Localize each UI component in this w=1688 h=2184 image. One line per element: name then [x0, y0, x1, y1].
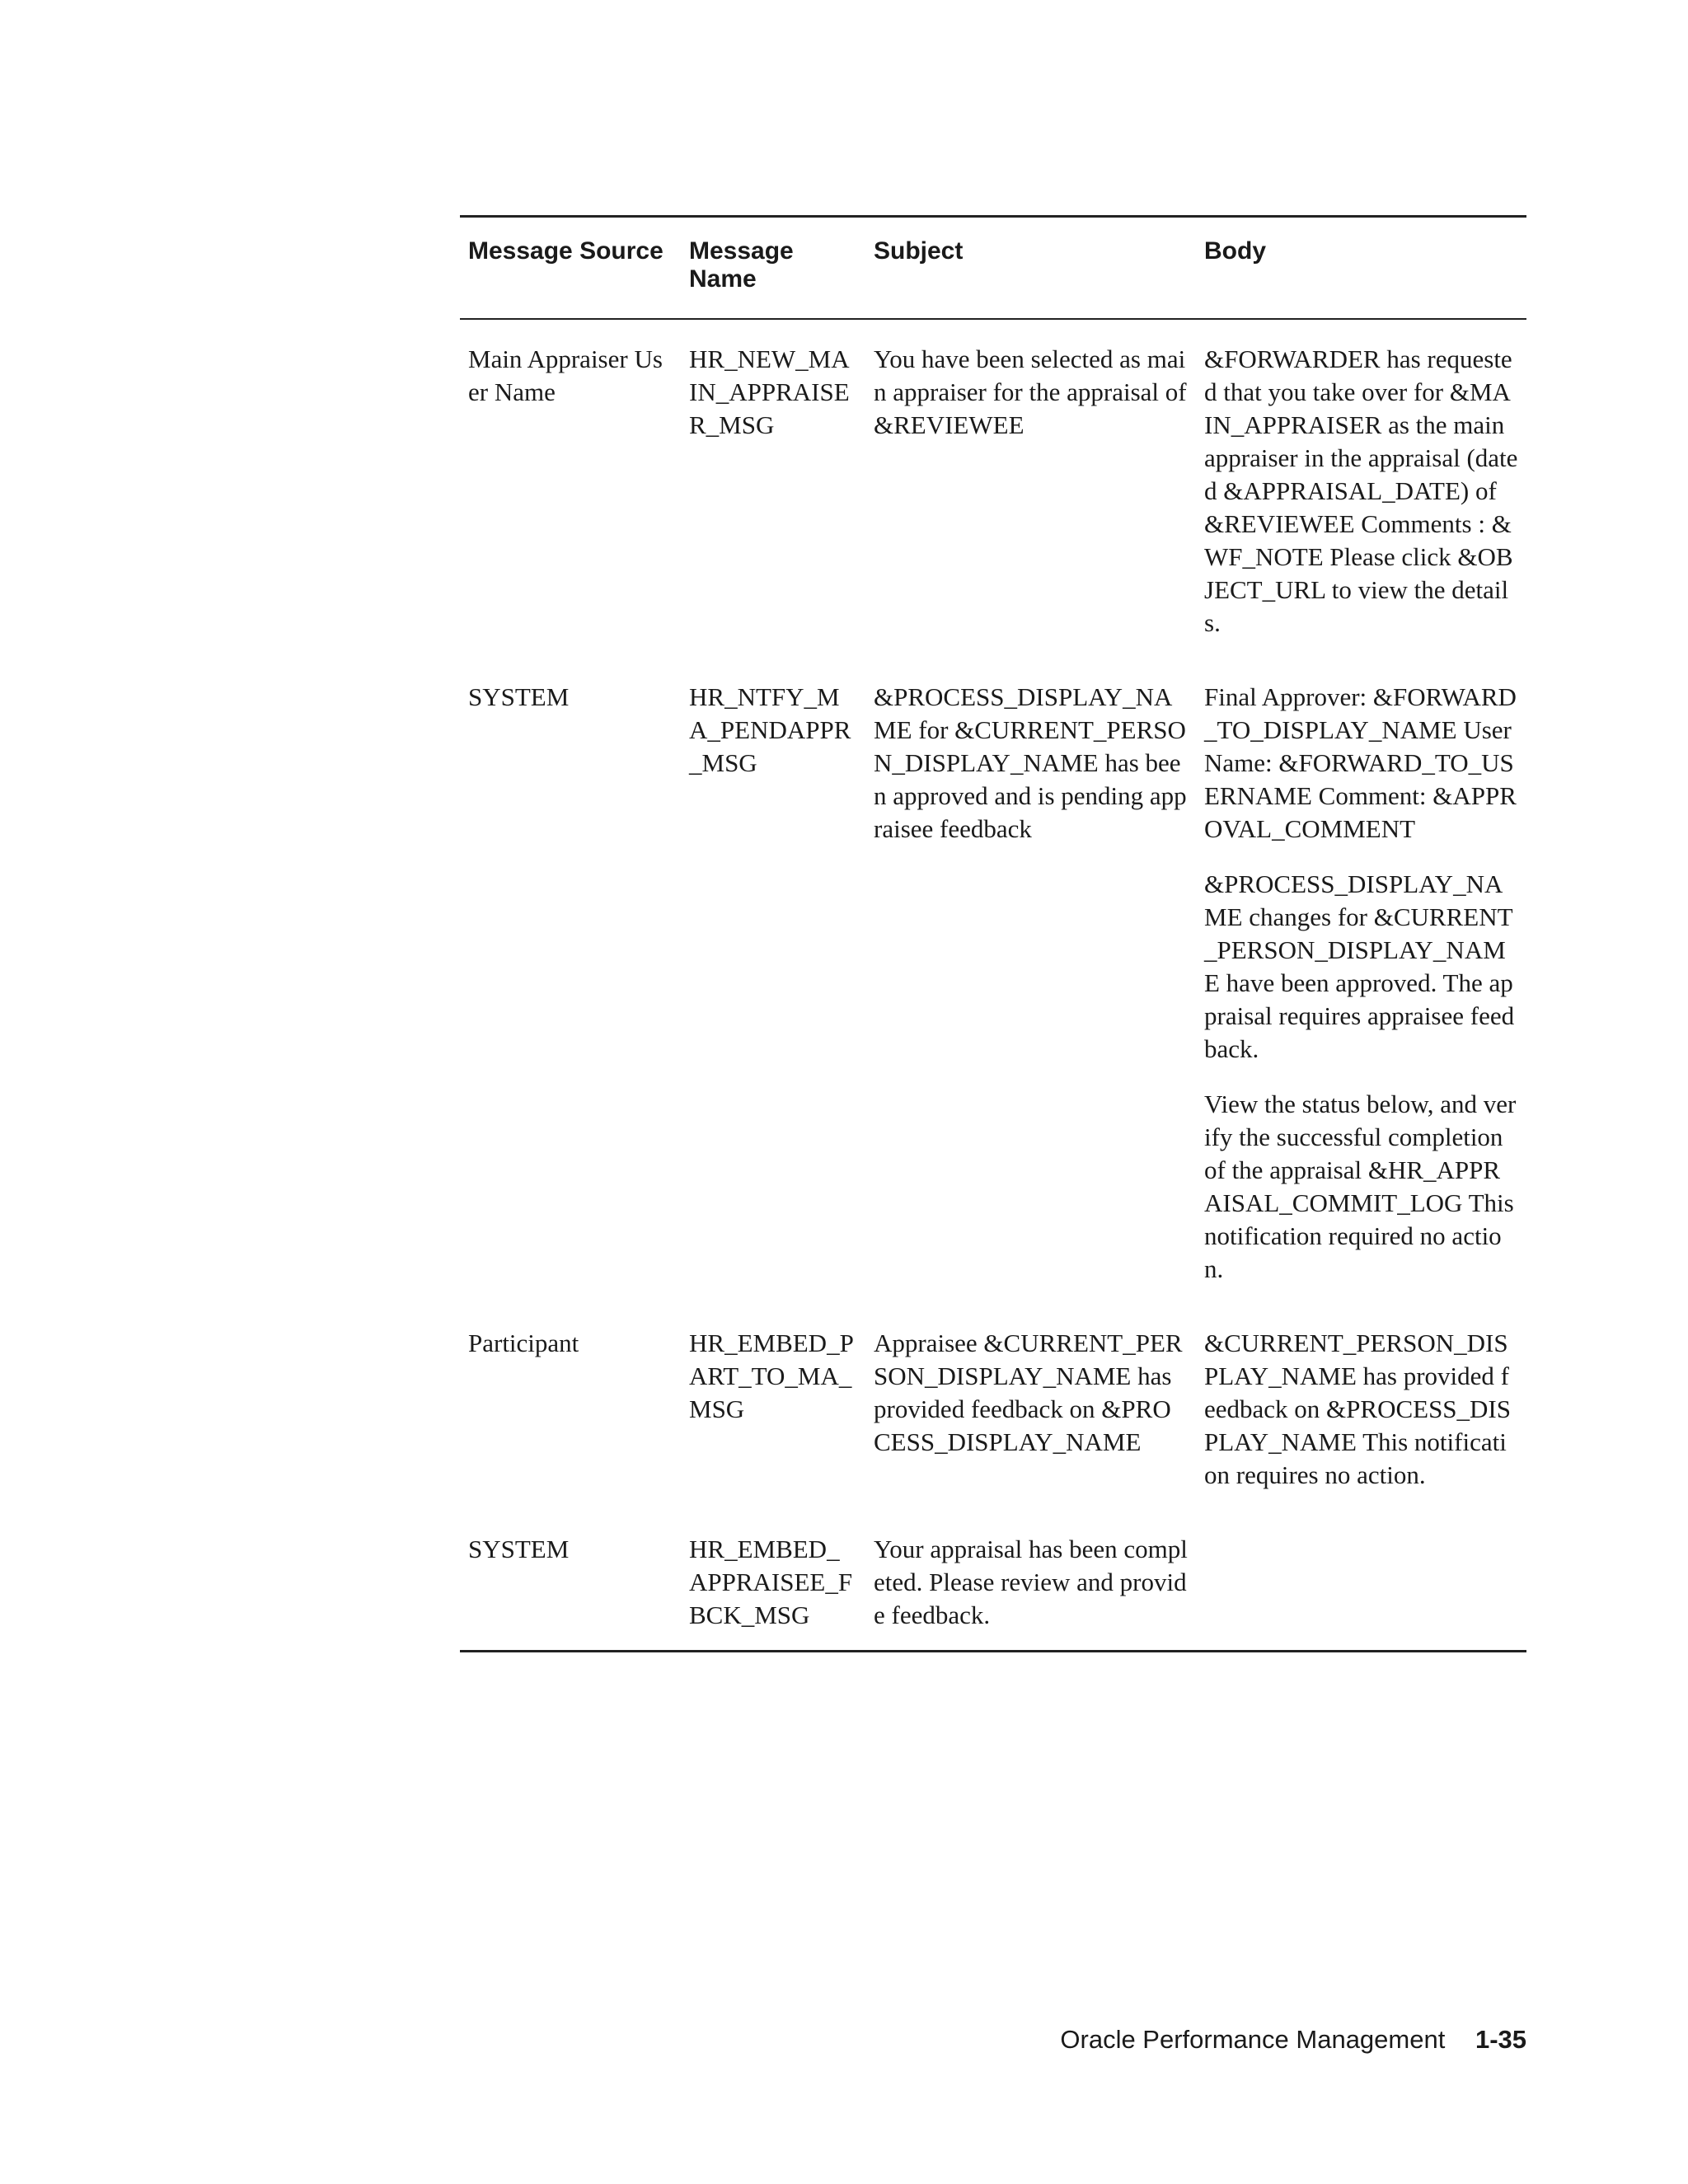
cell-message-source: Main Appraiser User Name: [468, 344, 663, 406]
table-row: [460, 319, 1526, 640]
cell-message-source: Participant: [468, 1329, 579, 1357]
body-paragraph: &PROCESS_DISPLAY_NAME changes for &CURRENT_PERSON_DISPLAY_NAME have been approved. The appraisal requires appraisee feedback.: [1204, 869, 1515, 1063]
header-message-source: Message Source: [468, 237, 663, 265]
table-header-row: [460, 217, 1526, 320]
cell-message-name: HR_NEW_MAIN_APPRAISER_MSG: [689, 344, 850, 439]
cell-subject: &PROCESS_DISPLAY_NAME for &CURRENT_PERSON_DISPLAY_NAME has been approved and is pending appraisee feedback: [874, 682, 1187, 843]
cell-message-name: HR_EMBED_PART_TO_MA_MSG: [689, 1329, 854, 1423]
cell-body: [1196, 640, 1526, 1286]
body-paragraph: Final Approver: &FORWARD_TO_DISPLAY_NAME User Name: &FORWARD_TO_USERNAME Comment: &APPROVAL_COMMENT: [1204, 682, 1517, 843]
body-paragraph: View the status below, and verify the successful completion of the appraisal &HR_APPRAISAL_COMMIT_LOG This notification required no action.: [1204, 1090, 1517, 1283]
cell-body: [1196, 1492, 1526, 1652]
table-row: [460, 640, 1526, 1286]
body-paragraph: &FORWARDER has requested that you take over for &MAIN_APPRAISER as the main appraiser in the appraisal (dated &APPRAISAL_DATE) of &REVIEWEE Comments : &WF_NOTE Please click &OBJECT_URL to view the details.: [1204, 344, 1518, 637]
footer-title: Oracle Performance Management: [1060, 2025, 1446, 2054]
cell-subject: Your appraisal has been completed. Please review and provide feedback.: [874, 1535, 1188, 1629]
page-footer: [1060, 2025, 1526, 2055]
header-body: Body: [1204, 237, 1266, 265]
table-row: [460, 1492, 1526, 1652]
cell-message-source: SYSTEM: [468, 682, 570, 711]
table-row: [460, 1286, 1526, 1492]
page-number: 1-35: [1475, 2025, 1526, 2054]
body-paragraph: &CURRENT_PERSON_DISPLAY_NAME has provided feedback on &PROCESS_DISPLAY_NAME This notification requires no action.: [1204, 1329, 1511, 1489]
cell-subject: You have been selected as main appraiser for the appraisal of &REVIEWEE: [874, 344, 1187, 439]
cell-message-source: SYSTEM: [468, 1535, 570, 1563]
header-subject: Subject: [874, 237, 964, 265]
cell-message-name: HR_EMBED_APPRAISEE_FBCK_MSG: [689, 1535, 853, 1629]
cell-message-name: HR_NTFY_MA_PENDAPPR_MSG: [689, 682, 851, 777]
cell-body: [1196, 1286, 1526, 1492]
cell-body: [1196, 319, 1526, 640]
header-message-name: Message Name: [689, 237, 794, 293]
message-table: [460, 215, 1526, 1652]
cell-subject: Appraisee &CURRENT_PERSON_DISPLAY_NAME has provided feedback on &PROCESS_DISPLAY_NAME: [874, 1329, 1183, 1456]
